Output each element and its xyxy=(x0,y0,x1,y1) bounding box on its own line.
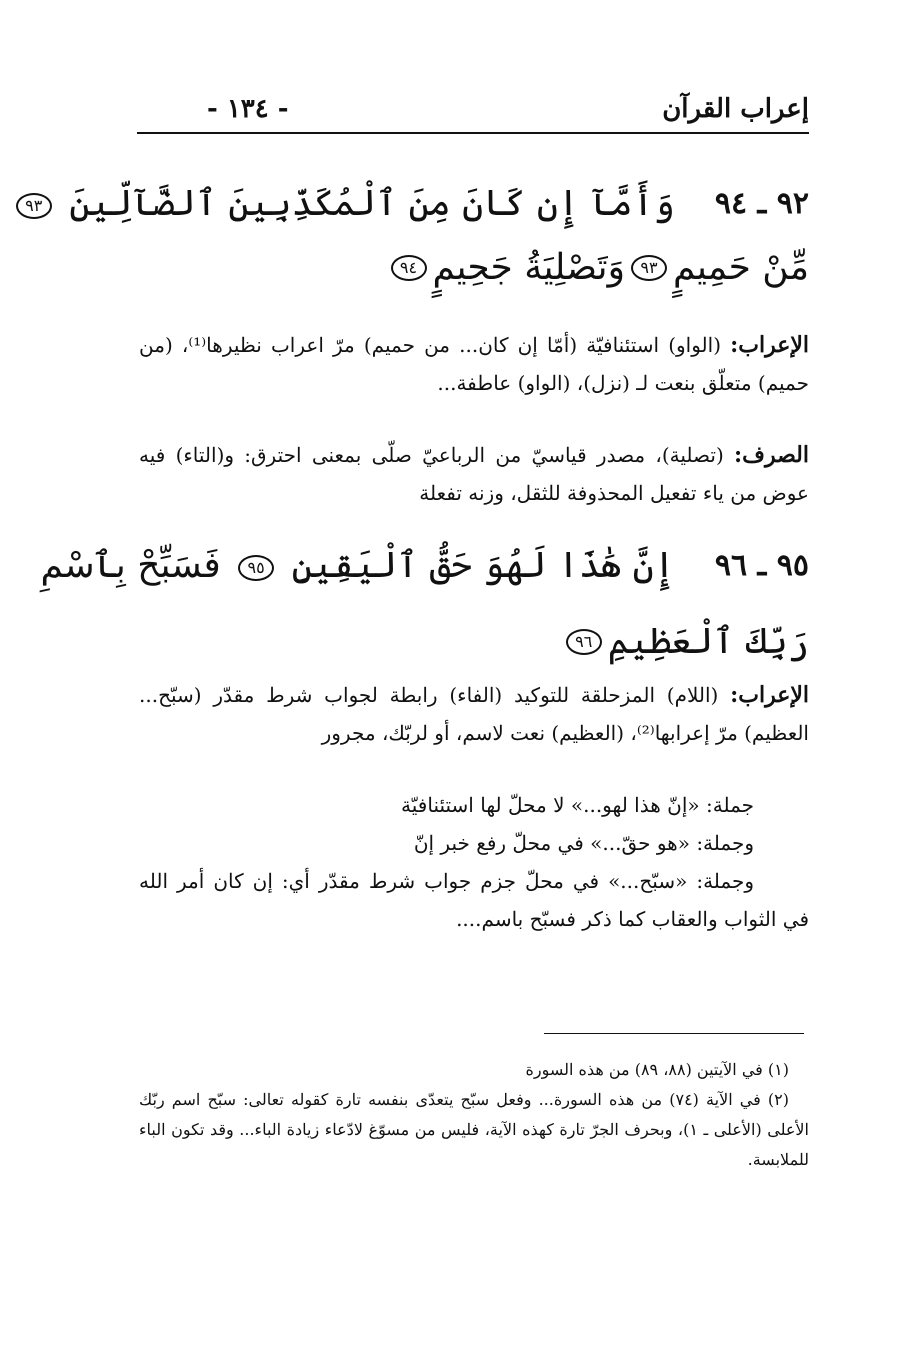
footnote-1: (١) في الآيتين (٨٨، ٨٩) من هذه السورة xyxy=(526,1060,790,1079)
ayah-number-marker: ٩٦ xyxy=(567,629,603,655)
verse-text xyxy=(0,172,676,236)
verse-line xyxy=(41,534,810,598)
verse-segment: وَأَمَّآ إِن كَانَ مِنَ ٱلْمُكَذِّبِينَ ٱلضَّآلِّينَ xyxy=(70,183,676,224)
verse-segment: فَسَبِّحْ بِٱسْمِ xyxy=(41,545,222,586)
verse-block-92-94 xyxy=(26,172,810,300)
sarf-label: الصرف: xyxy=(735,442,810,468)
sentence-line: جملة: «إنّ هذا لهو...» لا محلّ لها استئنافيّة xyxy=(402,793,755,817)
page-number: - ١٣٤ - xyxy=(208,94,290,124)
verse-reference: ٩٥ ـ ٩٦ xyxy=(715,548,810,583)
page-header xyxy=(138,86,810,134)
ayah-number-marker: ٩٣ xyxy=(632,255,668,281)
ayah-number-marker: ٩٥ xyxy=(239,555,275,581)
irab-paragraph-1 xyxy=(140,326,810,402)
irab-label: الإعراب: xyxy=(731,682,810,708)
sentence-line: وجملة: «سبّح...» في محلّ جزم جواب شرط مقدّر أي: إن كان أمر الله في الثواب والعقاب كما ذكر فسبّح باسم.... xyxy=(140,869,810,931)
irab-text: (الواو) استئنافيّة (أمّا إن كان... من حميم) مرّ اعراب نظيرها⁽¹⁾، (من حميم) متعلّق بنعت لـ (نزل)، (الواو) عاطفة... xyxy=(140,333,810,395)
ayah-number-marker: ٩٣ xyxy=(17,193,53,219)
irab-label: الإعراب: xyxy=(731,332,811,358)
irab-text: (اللام) المزحلقة للتوكيد (الفاء) رابطة لجواب شرط مقدّر (سبّح... العظيم) مرّ إعرابها⁽²⁾، (العظيم) نعت لاسم، أو لربّك، مجرور xyxy=(140,683,810,745)
ayah-number-marker: ٩٤ xyxy=(392,255,428,281)
verse-segment: رَبِّكَ ٱلْعَظِيمِ xyxy=(608,621,810,662)
verse-text xyxy=(42,534,676,598)
verse-segment: وَتَصْلِيَةُ جَحِيمٍ xyxy=(433,247,626,288)
sentence-line: وجملة: «هو حقّ...» في محلّ رفع خبر إنّ xyxy=(414,831,755,855)
footnotes xyxy=(140,1055,810,1175)
footnote-divider xyxy=(545,1033,805,1034)
sarf-paragraph xyxy=(140,436,810,512)
verse-reference: ٩٢ ـ ٩٤ xyxy=(715,186,810,221)
verse-line xyxy=(140,610,810,674)
sentences-block xyxy=(140,786,810,938)
irab-paragraph-2 xyxy=(140,676,810,752)
book-title: إعراب القرآن xyxy=(663,94,810,124)
verse-line xyxy=(26,172,810,236)
footnote-2: (٢) في الآية (٧٤) من هذه السورة... وفعل سبّح يتعدّى بنفسه تارة كقوله تعالى: سبّح اسم ربّك الأعلى (الأعلى ـ ١)، وبحرف الجرّ تارة كهذه الآية، فليس من مسوّغ لادّعاء زيادة الباء... وقد تكون الباء للملابسة. xyxy=(140,1090,810,1169)
verse-line xyxy=(140,236,810,300)
verse-block-95-96 xyxy=(41,534,810,674)
verse-segment: إِنَّ هَٰذَا لَهُوَ حَقُّ ٱلْيَقِينِ xyxy=(292,545,676,586)
sarf-text: (تصلية)، مصدر قياسيّ من الرباعيّ صلّى بمعنى احترق: و(التاء) فيه عوض من ياء تفعيل المحذوفة للثقل، وزنه تفعلة xyxy=(140,443,810,505)
verse-segment: مِّنْ حَمِيمٍ xyxy=(673,247,810,288)
